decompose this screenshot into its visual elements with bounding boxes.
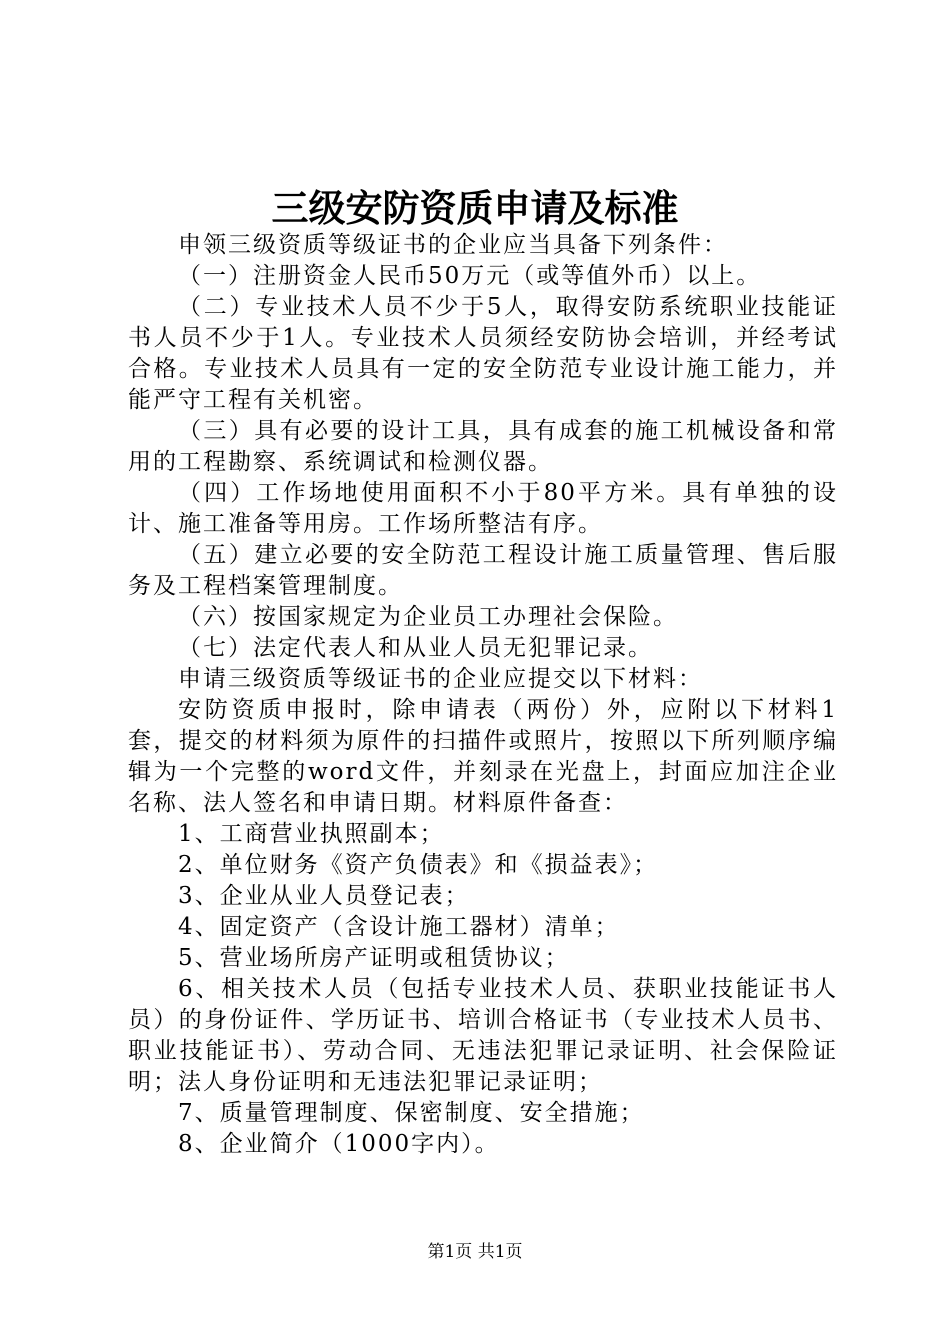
material-item-3: 3、企业从业人员登记表； — [178, 883, 470, 909]
document-title: 三级安防资质申请及标准 — [271, 186, 679, 230]
material-item-6: 6、相关技术人员（包括专业技术人员、获职业技能证书人员）的身份证件、学历证书、培训合格证书（专业技术人员书、职业技能证书）、劳动合同、无违法犯罪记录证明、社会保险证明；法人身份证明和无违法犯罪记录证明； — [128, 976, 838, 1095]
condition-3: （三）具有必要的设计工具，具有成套的施工机械设备和常用的工程勘察、系统调试和检测仪器。 — [128, 418, 838, 475]
material-item-7: 7、质量管理制度、保密制度、安全措施； — [178, 1100, 645, 1126]
paragraph-intro-materials: 申请三级资质等级证书的企业应提交以下材料： — [178, 666, 703, 692]
condition-1: （一）注册资金人民币50万元（或等值外币）以上。 — [178, 263, 762, 289]
condition-6: （六）按国家规定为企业员工办理社会保险。 — [178, 604, 678, 630]
condition-4: （四）工作场地使用面积不小于80平方米。具有单独的设计、施工准备等用房。工作场所整洁有序。 — [128, 480, 838, 537]
condition-7: （七）法定代表人和从业人员无犯罪记录。 — [178, 635, 653, 661]
condition-2: （二）专业技术人员不少于5人，取得安防系统职业技能证书人员不少于1人。专业技术人员须经安防协会培训，并经考试合格。专业技术人员具有一定的安全防范专业设计施工能力，并能严守工程有关机密。 — [128, 294, 838, 413]
page-footer: 第1页 共1页 — [427, 1242, 523, 1262]
condition-5: （五）建立必要的安全防范工程设计施工质量管理、售后服务及工程档案管理制度。 — [128, 542, 838, 599]
material-item-5: 5、营业场所房产证明或租赁协议； — [178, 945, 570, 971]
document-body — [128, 230, 838, 1160]
material-item-4: 4、固定资产（含设计施工器材）清单； — [178, 914, 620, 940]
material-item-8: 8、企业简介（1000字内）。 — [178, 1131, 500, 1157]
material-item-1: 1、工商营业执照副本； — [178, 821, 445, 847]
paragraph-intro-conditions: 申领三级资质等级证书的企业应当具备下列条件： — [178, 232, 728, 258]
material-item-2: 2、单位财务《资产负债表》和《损益表》； — [178, 852, 659, 878]
paragraph-submission-note: 安防资质申报时，除申请表（两份）外，应附以下材料1套，提交的材料须为原件的扫描件或照片，按照以下所列顺序编辑为一个完整的word文件，并刻录在光盘上，封面应加注企业名称、法人签名和申请日期。材料原件备查： — [128, 697, 838, 816]
